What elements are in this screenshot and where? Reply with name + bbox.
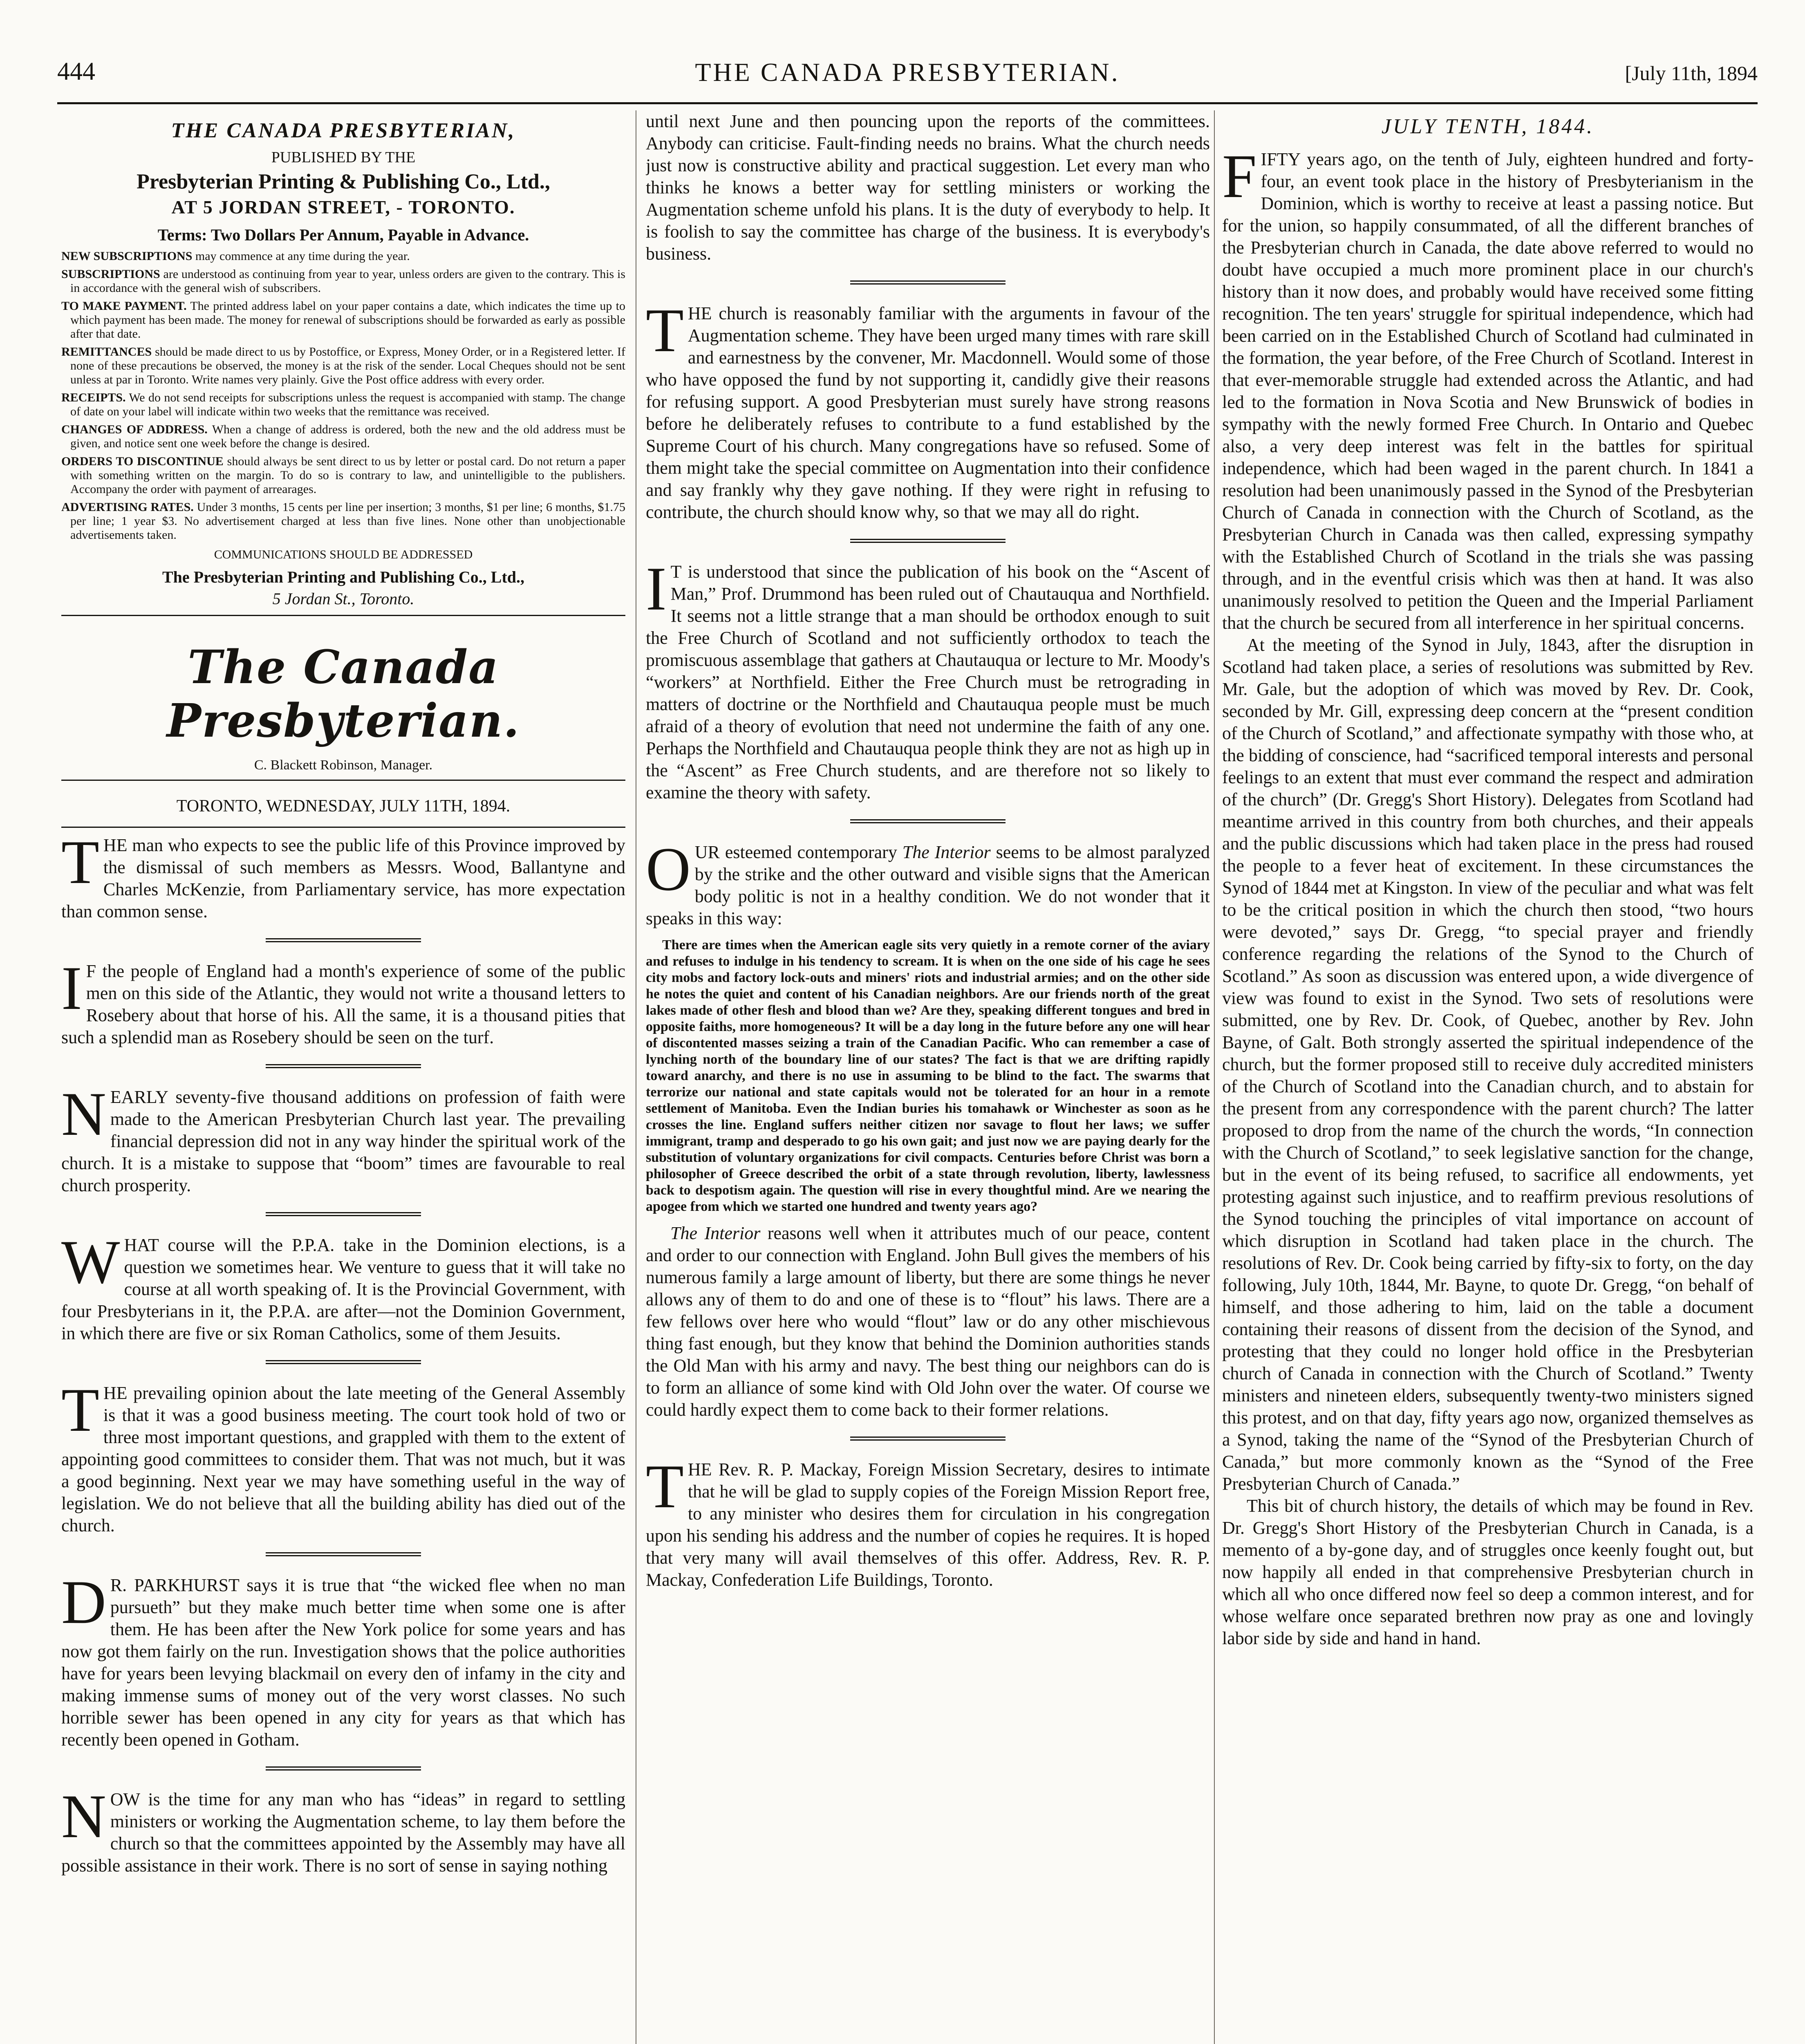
company-address: AT 5 JORDAN STREET, - TORONTO.: [171, 197, 515, 217]
paragraph-separator: [266, 1064, 421, 1068]
paragraph-separator: [266, 1766, 421, 1771]
publisher-box-title: THE CANADA PRESBYTERIAN,: [171, 119, 516, 142]
article-paragraph: FIFTY years ago, on the tenth of July, eighteen hundred and forty-four, an event took place in the history of Presbyterianism in the Dominion, which is worthy to receive at least a passing notice. But for the union, so happily consummated, of all the different branches of the Presbyterian church in Canada, the date above referred to would no doubt have occupied a much more prominent place in our church's history than it now does, and probably would have received some fitting recognition. The ten years' struggle for spiritual independence, which had been carried on in the Established Church of Scotland had culminated in the formation, the year before, of the Free Church of Scotland. Interest in that ever-memorable struggle had extended across the Atlantic, and had led to the formation in Nova Scotia and New Brunswick of bodies in sympathy with the newly formed Free Church. In Ontario and Quebec also, a very deep interest was felt in the battles for spiritual independence, which had been waged in the parent church. In 1841 a resolution had been unanimously passed in the Synod of the Presbyterian Church of Canada in connection with the Church of Scotland, as the Presbyterian Church in Canada was then called, expressing sympathy with the Established Church of Scotland in the trials she was passing through, and in the eventful crisis which was then at hand. It was also unanimously resolved to petition the Queen and the Imperial Parliament that the church be secured from all interference in her spiritual concerns.: [1222, 142, 1753, 633]
issue-date: [July 11th, 1894: [1625, 62, 1758, 85]
company-name: Presbyterian Printing & Publishing Co., Ltd.,: [137, 170, 550, 193]
paragraph-separator: [266, 1212, 421, 1216]
editorial-paragraph: THE church is reasonably familiar with the arguments in favour of the Augmentation scheme. They have been urged many times with rare skill and earnestness by the convener, Mr. Macdonnell. Would some of those who have opposed the fund by not supporting it, candidly give their reasons for refusing support. A good Presbyterian must surely have strong reasons before he deliberately refuses to contribute to a fund established by the Supreme Court of his church. Many congregations have so refused. Some of them might take the special committee on Augmentation into their confidence and say frankly why they gave nothing. If they were right in refusing to contribute, the church should know why, so that we may all do right.: [646, 296, 1210, 522]
section-rule: [61, 827, 625, 828]
notice-item: SUBSCRIPTIONS are understood as continuing from year to year, unless orders are given to the contrary. This is in accordance with the general wish of subscribers.: [61, 267, 625, 295]
masthead-rule: [57, 102, 1758, 104]
notice-item: RECEIPTS. We do not send receipts for subscriptions unless the request is accompanied with stamp. The change of date on your label will indicate within two weeks that the remittance was received.: [61, 391, 625, 418]
notices: [61, 249, 625, 542]
editorial-paragraph: THE man who expects to see the public life of this Province improved by the dismissal of such members as Messrs. Wood, Ballantyne and Charles McKenzie, from Parliamentary service, has more expectation than common sense.: [61, 828, 625, 921]
publisher-address: 5 Jordan St., Toronto.: [272, 589, 414, 608]
communications-line: COMMUNICATIONS SHOULD BE ADDRESSED: [214, 548, 473, 561]
editorial-dateline: TORONTO, WEDNESDAY, JULY 11TH, 1894.: [176, 797, 511, 816]
paragraph-separator: [850, 1437, 1006, 1441]
article-paragraph: This bit of church history, the details of which may be found in Rev. Dr. Gregg's Short History of the Presbyterian Church in Canada, is a memento of a by-gone day, and of struggles once keenly fought out, but now happily all ended in that comprehensive Presbyterian church in which all who once differed now feel so deep a common interest, and for whose welfare once separated brethren now pray as one and lovingly labor side by side and hand in hand.: [1222, 1496, 1753, 1648]
paragraph-separator: [266, 938, 421, 942]
notice-item: TO MAKE PAYMENT. The printed address label on your paper contains a date, which indicates the time up to which payment has been made. The money for renewal of subscriptions should be forwarded as early as possible after that date.: [61, 299, 625, 341]
subscription-terms: Terms: Two Dollars Per Annum, Payable in Advance.: [157, 226, 529, 244]
notice-item: CHANGES OF ADDRESS. When a change of address is ordered, both the new and the old address must be given, and notice sent one week before the change is desired.: [61, 423, 625, 450]
column-2: [646, 110, 1210, 2044]
quoted-passage: There are times when the American eagle sits very quietly in a remote corner of the aviary and refuses to indulge in his tendency to scream. It is when on the one side of his cage he sees city mobs and factory lock-outs and miners' riots and industrial armies; and on the other side he notes the quiet and content of his Canadian neighbors. Are our friends north of the great lakes made of other flesh and blood than we? Are they, speaking different tongues and bred in opposite faiths, more homogeneous? It will be a day long in the future before any one will hear of discontented masses seizing a train of the Canadian Pacific. Who can remember a case of lynching north of the boundary line of our states? The fact is that we are drifting rapidly toward anarchy, and there is no use in assuming to be blind to the fact. The swarms that terrorize our national and state capitals would not be tolerated for an hour in a remote settlement of Manitoba. Even the Indian buries his tomahawk or Winchester as soon as he crosses the line. England suffers neither citizen nor savage to flout her laws; we suffer immigrant, tramp and desperado to go his own gait; and just now we are paying dearly for the substitution of voluntary organizations for civil compacts. Centuries before Christ was born a philosopher of Greece described the orbit of a state through revolution, liberty, lawlessness back to despotism again. The question will rise in every thoughtful mind. Are we nearing the apogee from which we started one hundred and twenty years ago?: [646, 937, 1210, 1214]
editorial-paragraph: NOW is the time for any man who has “ideas” in regard to settling ministers or working the Augmentation scheme, to lay them before the church so that the committees appointed by the Assembly may have all possible assistance in their work. There is no sort of sense in saying nothing: [61, 1782, 625, 1876]
notice-item: ADVERTISING RATES. Under 3 months, 15 cents per line per insertion; 3 months, $1 per line; 6 months, $1.75 per line; 1 year $3. No advertisement charged at less than five lines. None other than unobjectionable advertisements taken.: [61, 500, 625, 542]
masthead: [57, 49, 1758, 98]
publisher-name: The Presbyterian Printing and Publishing Co., Ltd.,: [162, 568, 525, 586]
publisher-box: [61, 119, 625, 244]
editorial-title: The Canada Presbyterian.: [166, 641, 520, 748]
spacer: [646, 930, 1210, 937]
notice-item: ORDERS TO DISCONTINUE should always be sent direct to us by letter or postal card. Do not return a paper with something written on the margin. To do so is contrary to law, and unintelligible to the publishers. Accompany the order with payment of arrearages.: [61, 455, 625, 496]
column-1: [61, 110, 625, 2044]
notice-item: REMITTANCES should be made direct to us by Postoffice, or Express, Money Order, or in a Registered letter. If none of these precautions be observed, the money is at the risk of the sender. Local Cheques should not be sent unless at par in Toronto. Write names very plainly. Give the Post office address with every order.: [61, 345, 625, 386]
section-rule: [61, 615, 625, 616]
article-title: JULY TENTH, 1844.: [1381, 115, 1594, 138]
section-rule: [61, 780, 625, 781]
editorial-paragraph: IF the people of England had a month's experience of some of the public men on this side of the Atlantic, they would not write a thousand letters to Rosebery about that horse of his. All the same, it is a thousand pities that such a splendid man as Rosebery should be seen on the turf.: [61, 954, 625, 1047]
notice-item: NEW SUBSCRIPTIONS may commence at any time during the year.: [61, 249, 410, 263]
column-3: [1222, 110, 1753, 2044]
editorial-paragraph: IT is understood that since the publication of his book on the “Ascent of Man,” Prof. Drummond has been ruled out of Chautauqua and Northfield. It seems not a little strange that a man should be orthodox enough to suit the Free Church of Scotland and not sufficiently orthodox to teach the promiscuous assemblage that gathers at Chautauqua or lecture to Mr. Moody's “workers” at Northfield. Either the Free Church must be retrograding in matters of doctrine or the Northfield and Chautauqua people must be much afraid of a theory of evolution that need not undermine the faith of any one. Perhaps the Northfield and Chautauqua people think they are not as high up in the “Ascent” as Free Church students, and are therefore not so likely to examine the theory with safety.: [646, 554, 1210, 802]
paper-name: THE CANADA PRESBYTERIAN.: [695, 58, 1120, 87]
published-by: PUBLISHED BY THE: [271, 149, 416, 166]
manager-line: C. Blackett Robinson, Manager.: [254, 758, 433, 773]
editorial-paragraph: THE prevailing opinion about the late meeting of the General Assembly is that it was a good business meeting. The court took hold of two or three most important questions, and grappled with them to the extent of appointing good committees to consider them. That was not much, but it was a good beginning. Next year we may have something useful in the way of legislation. We do not believe that all the building ability has died out of the church.: [61, 1376, 625, 1535]
article-paragraph: At the meeting of the Synod in July, 1843, after the disruption in Scotland had taken place, a series of resolutions was submitted by Rev. Mr. Gale, but the adoption of which was moved by Rev. Dr. Cook, seconded by Mr. Gill, expressing deep concern at the “present condition of the Church of Scotland,” and affectionate sympathy with those who, at the bidding of conscience, had “sacrificed temporal interests and personal feelings to an extent that must ever command the respect and admiration of the church” (Dr. Gregg's Short History). Delegates from Scotland had meantime arrived in this country from both churches, and their appeals and the public discussions which had taken place in the press had roused the people to a fever heat of excitement. In these circumstances the Synod of 1844 met at Kingston. In view of the peculiar and what was felt to be the critical position in which the church then stood, “two hours were devoted,” says Dr. Gregg, “to special prayer and friendly conference regarding the relations of the Synod to the Church of Scotland.” As soon as discussion was entered upon, a wide divergence of view was found to exist in the Synod. Two sets of resolutions were submitted, one by Rev. Dr. Cook, of Quebec, another by Rev. John Bayne, of Galt. Both strongly asserted the spiritual independence of the church, but the former proposed still to receive duly accredited ministers of the Church of Scotland into the Canadian church, and to abstain for the present from any correspondence with the parent church? The latter proposed to drop from the name of the church the words, “In connection with the Church of Scotland,” to seek legislative sanction for the change, but in the event of its being refused, to sacrifice all endowments, yet protesting against such injustice, and to reaffirm previous resolutions of the Synod touching the principles of vital importance on account of which disruption in Scotland had taken place in the church. The resolutions of Rev. Dr. Cook being carried by fifty-six to forty, on the day following, July 10th, 1844, Mr. Bayne, to quote Dr. Gregg, “on behalf of himself, and those adhering to him, laid on the table a document containing their reasons of dissent from the decision of the Synod, and protesting that they could no longer hold office in the Presbyterian church of Canada in connection with the Church of Scotland.” Twenty ministers and nineteen elders, subsequently twenty-two ministers signed this protest, and on that day, fifty years ago now, organized themselves as a Synod, taking the name of the “Synod of the Presbyterian Church of Canada,” but more commonly known as the “Synod of the Free Presbyterian Church of Canada.”: [1222, 635, 1753, 1494]
editorial-paragraph: OUR esteemed contemporary The Interior seems to be almost paralyzed by the strike and the other outward and visible signs that the American body politic is not in a healthy condition. We do not wonder that it speaks in this way:: [646, 835, 1210, 928]
editorial-paragraph: DR. PARKHURST says it is true that “the wicked flee when no man pursueth” but they make much better time when some one is after them. He has been after the New York police for some years and has now got them fairly on the run. Investigation shows that the police authorities have for years been levying blackmail on every den of infamy in the city and making immense sums of money out of the very worst classes. No such horrible sewer has been opened in any city for years as that which has recently been opened in Gotham.: [61, 1568, 625, 1750]
paragraph-separator: [850, 280, 1006, 285]
editorial-paragraph: WHAT course will the P.P.A. take in the Dominion elections, is a question we sometimes hear. We venture to guess that it will take no course at all worth speaking of. It is the Provincial Government, with four Presbyterians in it, the P.P.A. are after—not the Dominion Government, in which there are five or six Roman Catholics, some of them Jesuits.: [61, 1228, 625, 1343]
editorial-paragraph: NEARLY seventy-five thousand additions on profession of faith were made to the American Presbyterian Church last year. The prevailing financial depression did not in any way hinder the spiritual work of the church. It is a mistake to suppose that “boom” times are favourable to real church prosperity.: [61, 1080, 625, 1195]
column-divider: [1214, 110, 1215, 2044]
editorial-paragraph: THE Rev. R. P. Mackay, Foreign Mission Secretary, desires to intimate that he will be glad to supply copies of the Foreign Mission Report free, to any minister who desires them for circulation in his congregation upon his sending his address and the number of copies he requires. It is hoped that very many will avail themselves of this offer. Address, Rev. R. P. Mackay, Confederation Life Buildings, Toronto.: [646, 1452, 1210, 1590]
paragraph-separator: [266, 1552, 421, 1556]
paragraph-separator: [850, 819, 1006, 823]
page-number: 444: [57, 58, 95, 85]
editorial-paragraph: The Interior reasons well when it attributes much of our peace, content and order to our connection with England. John Bull gives the members of his numerous family a large amount of liberty, but there are some things he never allows any of them to do and one of these is to “flout” his laws. There are a few fellows over here who would “flout” law or do any other mischievous thing fast enough, but they know that behind the Dominion authorities stands the Old Man with his army and navy. The best thing our neighbors can do is to form an alliance of some kind with Old John over the water. Of course we could hardly expect them to come back to their former relations.: [646, 1223, 1210, 1420]
paragraph-separator: [850, 539, 1006, 543]
paragraph-separator: [266, 1360, 421, 1364]
editorial-paragraph: until next June and then pouncing upon the reports of the committees. Anybody can criticise. Fault-finding needs no brains. What the church needs just now is constructive ability and practical suggestion. Let every man who thinks he knows a better way for settling ministers or working the Augmentation scheme unfold his plans. It is the duty of everybody to help. It is foolish to say the committee has charge of the business. It is everybody's business.: [646, 111, 1210, 264]
